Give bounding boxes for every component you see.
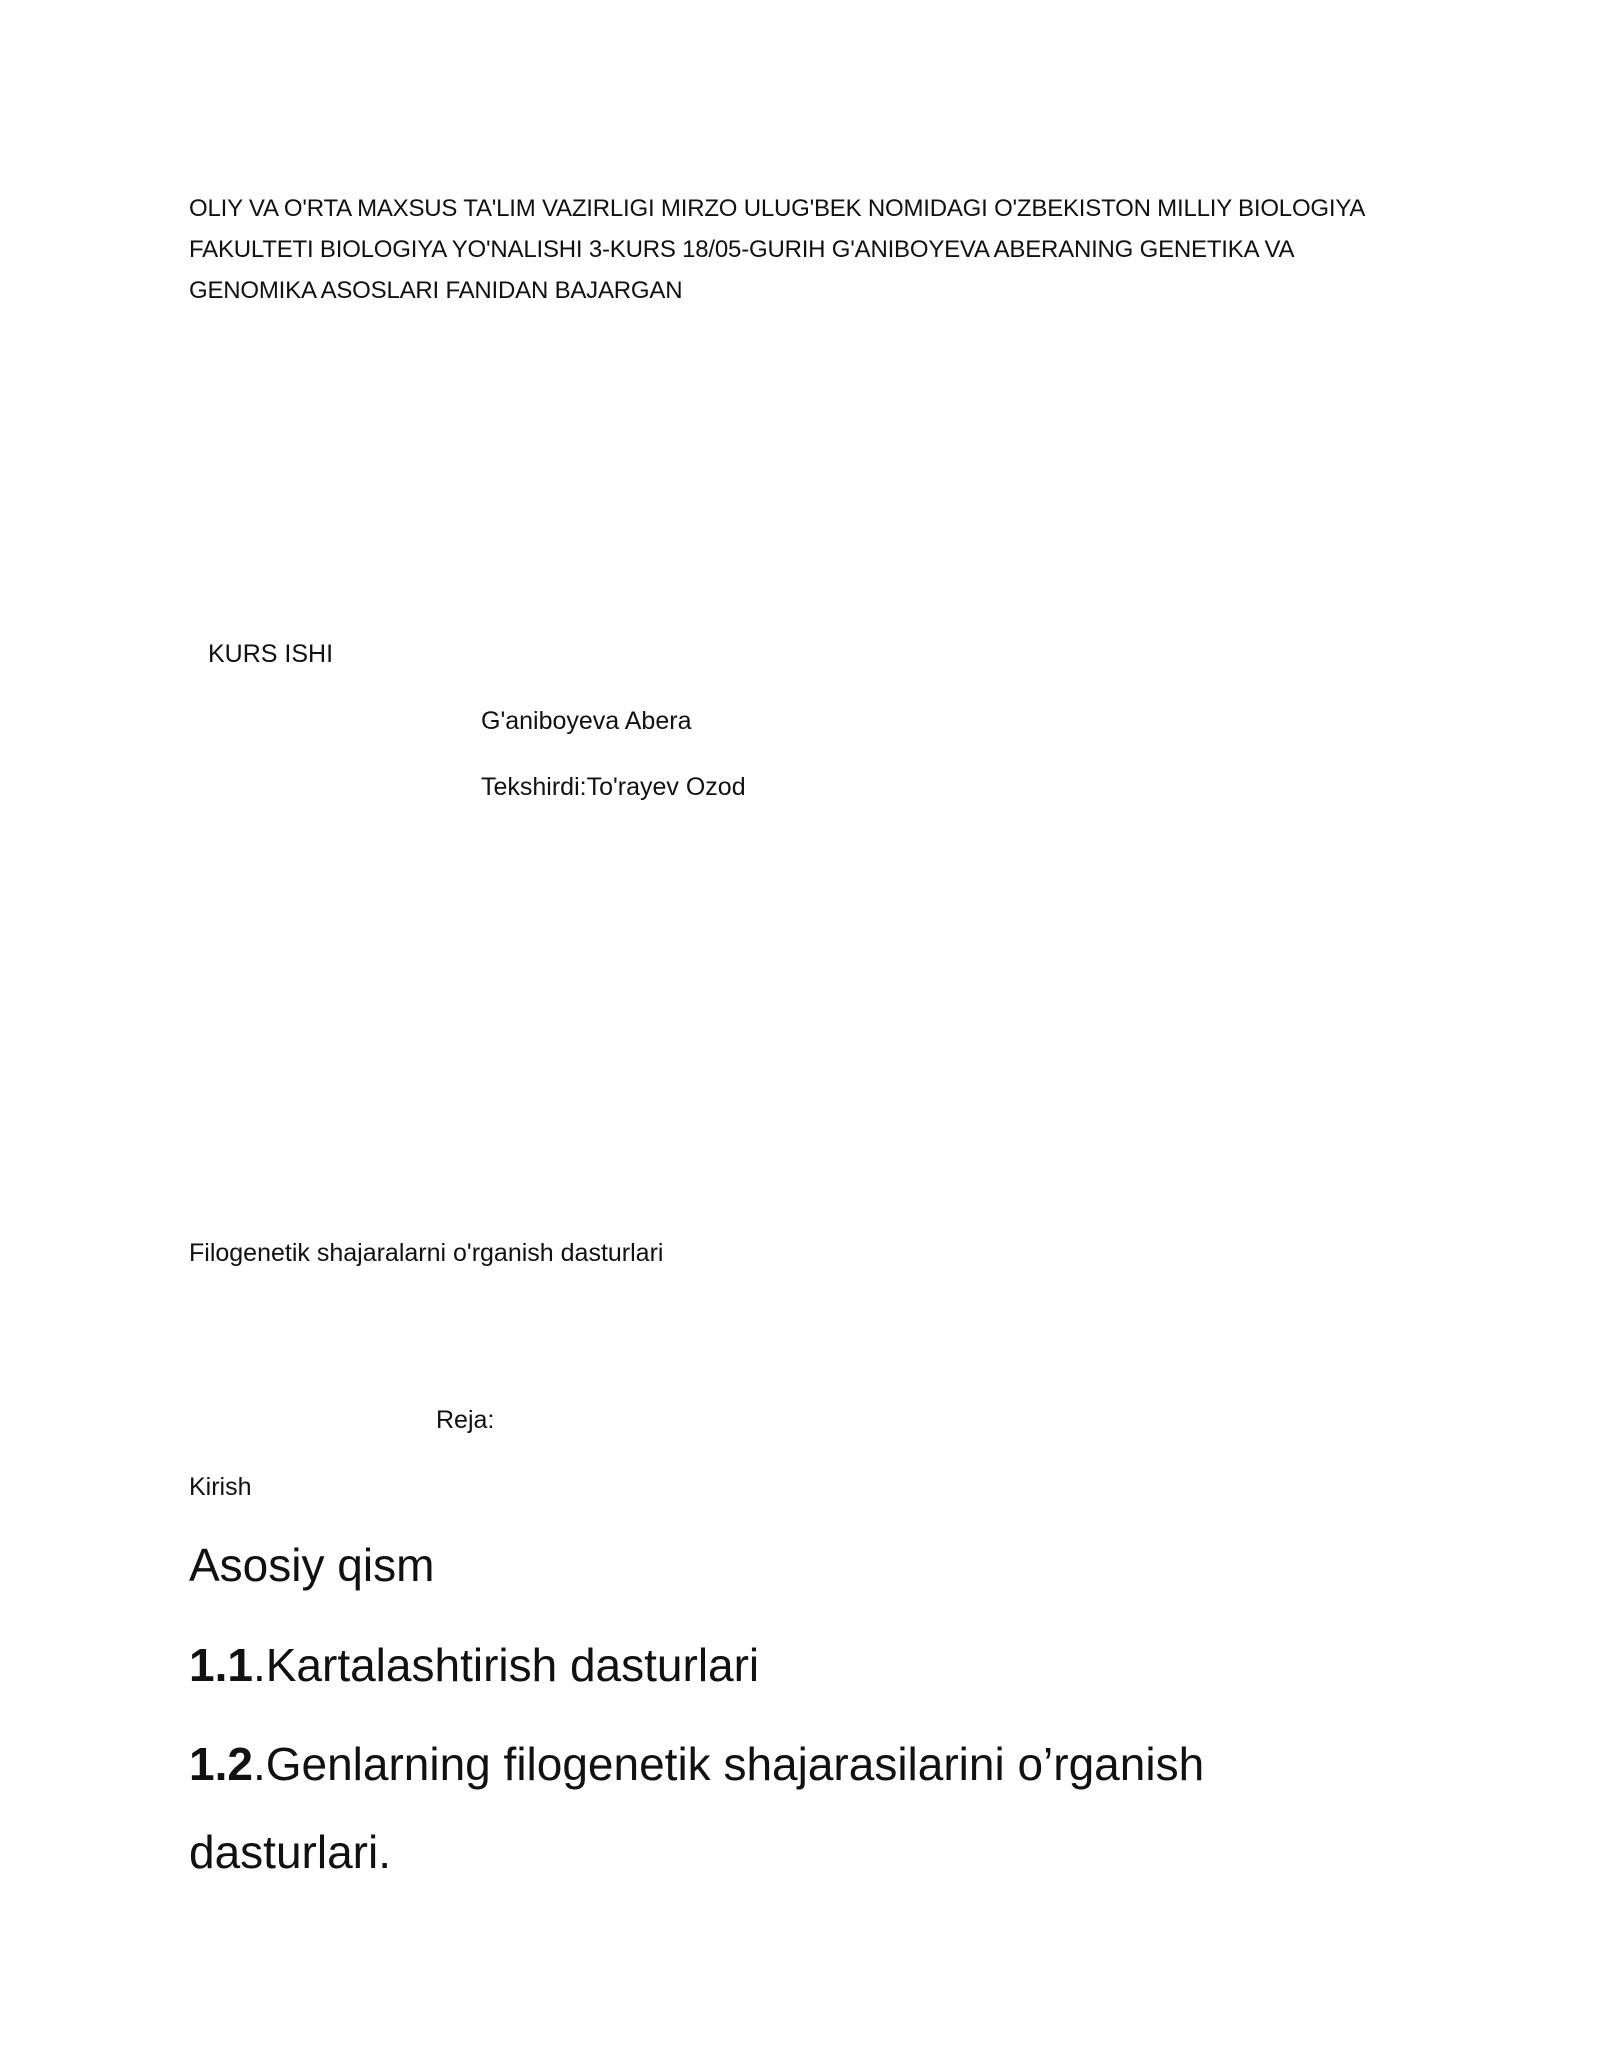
plan-intro: Kirish (189, 1473, 252, 1501)
plan-item-1-2 (189, 1732, 1204, 1796)
plan-item-text: .Genlarning filogenetik shajarasilarini o’rganish (252, 1738, 1205, 1790)
plan-item-number: 1.1 (189, 1639, 253, 1691)
plan-item-1-2-continuation: dasturlari. (189, 1826, 391, 1878)
work-type-label: KURS ISHI (208, 640, 334, 668)
header-line-2: FAKULTETI BIOLOGIYA YO'NALISHI 3-KURS 18/05-GURIH G'ANIBOYEVA ABERANING GENETIKA VA (189, 236, 1295, 263)
plan-main-part: Asosiy qism (189, 1539, 435, 1591)
checker-name: Tekshirdi:To'rayev Ozod (481, 773, 746, 801)
plan-item-1-1 (189, 1633, 759, 1697)
plan-item-text: .Kartalashtirish dasturlari (252, 1639, 760, 1691)
author-name: G'aniboyeva Abera (481, 707, 692, 735)
header-line-3: GENOMIKA ASOSLARI FANIDAN BAJARGAN (189, 277, 683, 304)
header-line-1: OLIY VA O'RTA MAXSUS TA'LIM VAZIRLIGI MIRZO ULUG'BEK NOMIDAGI O'ZBEKISTON MILLIY BIOLOGIYA (189, 195, 1366, 222)
institution-header (189, 188, 1429, 311)
topic-title: Filogenetik shajaralarni o'rganish dasturlari (189, 1239, 664, 1267)
plan-title: Reja: (436, 1406, 495, 1434)
plan-item-number: 1.2 (189, 1738, 253, 1790)
